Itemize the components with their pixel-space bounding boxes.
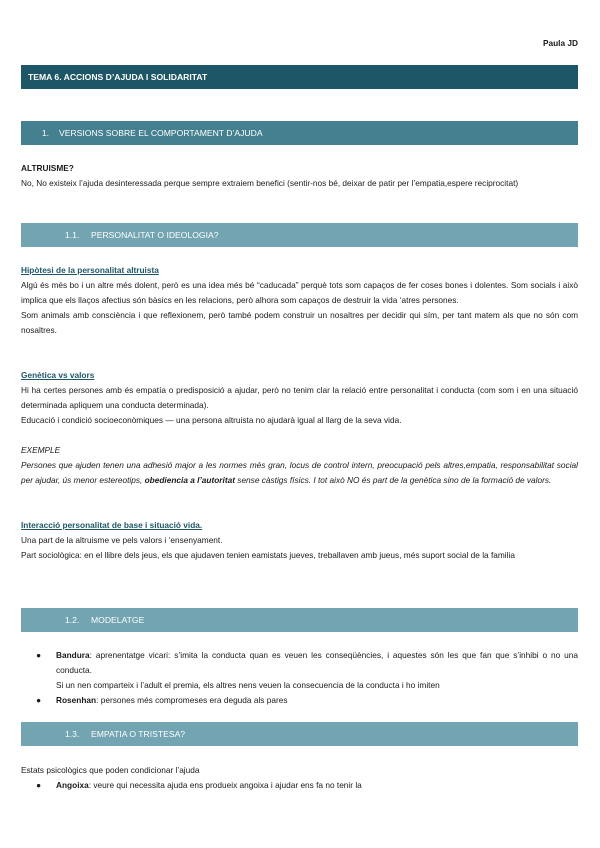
subsection-1-2-title: MODELATGE (91, 615, 145, 625)
modelatge-block (21, 648, 578, 708)
hipotesi-paragraph-1: Algú és més bo i un altre més dolent, però es una idea més bé “caducada” perquè tots som capaços de fer coses bones i dolentes. Som socials i això implica que els llaços afectius són bàsics en les relacions, però alhora som capaços de destruir la vida ‘atres persones. (21, 280, 578, 305)
angoixa-name: Angoixa (56, 780, 89, 790)
hipotesi-block (21, 263, 578, 338)
exemple-heading: EXEMPLE (21, 445, 61, 455)
bullet-icon: ● (36, 650, 42, 660)
altruisme-text: No, No existeix l’ajuda desinteressada perque sempre extraiem benefici (sentir-nos bé, deixar de patir per l’empatia,espere reciprocitat) (21, 178, 519, 188)
bullet-icon: ● (36, 780, 42, 790)
bandura-text: : aprenentatge vicari: s’imita la conducta quan es veuen les conseqüències, i aquestes són les que fan que s’inhibi o no una conducta. (56, 650, 578, 675)
list-item (21, 778, 578, 793)
interaccio-paragraph-1: Una part de la altruisme ve pels valors i ‘ensenyament. (21, 535, 223, 545)
subsection-1-1-band (21, 223, 578, 247)
exemple-text-bold: obediencia a l’autoritat (144, 475, 235, 485)
genetica-heading: Genètica vs valors (21, 370, 95, 380)
subsection-1-3-number: 1.3. (65, 729, 80, 739)
exemple-text-end: sense càstigs físics. I tot això NO és part de la genètica sino de la formació de valors. (234, 475, 552, 485)
list-item (21, 648, 578, 693)
empatia-intro: Estats psicològics que poden condicionar l’ajuda (21, 765, 200, 775)
rosenhan-text: : persones més compromeses era deguda als pares (96, 695, 288, 705)
interaccio-heading: Interacció personalitat de base i situació vida. (21, 520, 203, 530)
subsection-1-1-title: PERSONALITAT O IDEOLOGIA? (91, 230, 219, 240)
genetica-block (21, 368, 578, 428)
tema-title-band (21, 65, 578, 89)
hipotesi-heading: Hipòtesi de la personalitat altruista (21, 265, 159, 275)
empatia-list (21, 778, 578, 793)
subsection-1-3-band (21, 722, 578, 746)
bandura-name: Bandura (56, 650, 90, 660)
subsection-1-2-band (21, 608, 578, 632)
altruisme-heading: ALTRUISME? (21, 163, 74, 173)
interaccio-block (21, 518, 578, 563)
subsection-1-2-number: 1.2. (65, 615, 80, 625)
tema-title: TEMA 6. ACCIONS D’AJUDA I SOLIDARITAT (28, 72, 208, 82)
author-name: Paula JD (542, 38, 578, 48)
section-1-title: VERSIONS SOBRE EL COMPORTAMENT D’AJUDA (59, 128, 263, 138)
list-item (21, 693, 578, 708)
hipotesi-paragraph-2: Som animals amb consciència i que reflexionem, però també podem construir un nosaltres per decidir qui sím, per tant matem als que no són com nosaltres. (21, 310, 578, 335)
exemple-text (21, 458, 578, 488)
section-1-number: 1. (41, 128, 49, 138)
genetica-paragraph-1: Hi ha certes persones amb és empatía o predisposició a ajudar, però no tenim clar la relació entre personalitat i conducta (com som i en una situació determinada apliquem una conducta determinada). (21, 385, 578, 410)
bullet-icon: ● (36, 695, 42, 705)
exemple-text-start: Persones que ajuden tenen una adhesió major a les normes més gran, locus de control intern, preocupació pels altres,empatia, responsabilitat social per ajudar, ús menor estereotips, (21, 460, 578, 485)
interaccio-paragraph-2: Part sociològica: en el llibre dels jeus, els que ajudaven tenien eamistats jueves, treballaven amb jueus, més suport social de la familia (21, 550, 515, 560)
genetica-paragraph-2: Educació i condició socioeconòmiques — una persona altruista no ajudarà igual al llarg de la seva vida. (21, 415, 402, 425)
modelatge-list (21, 648, 578, 708)
bandura-extra: Si un nen comparteix i l’adult el premia, els altres nens veuen la consecuencia de la conducta i ho imiten (56, 680, 440, 690)
angoixa-text: : veure qui necessita ajuda ens produeix angoixa i ajudar ens fa no tenir la (88, 780, 362, 790)
rosenhan-name: Rosenhan (56, 695, 97, 705)
empatia-block (21, 763, 578, 793)
exemple-block (21, 443, 578, 488)
section-1-band (21, 121, 578, 145)
subsection-1-3-title: EMPATIA O TRISTESA? (91, 729, 186, 739)
altruisme-block (21, 161, 578, 191)
subsection-1-1-number: 1.1. (65, 230, 80, 240)
